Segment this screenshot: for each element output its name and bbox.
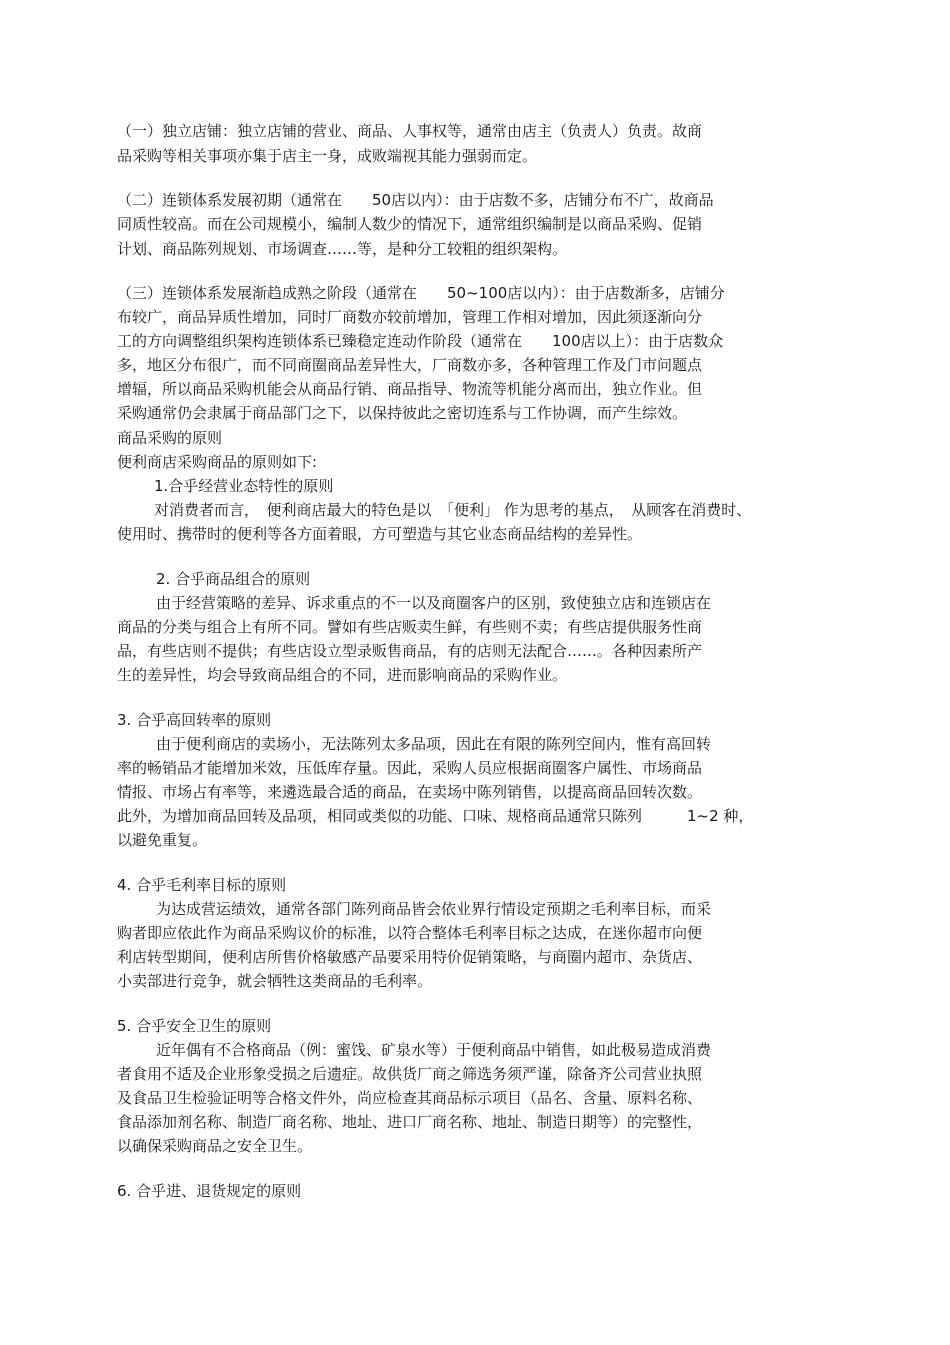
paragraph-independent-store-line-2: 品采购等相关事项亦集于店主一身，成败端视其能力强弱而定。 bbox=[117, 147, 538, 165]
principle-6-title: 6. 合乎进、退货规定的原则 bbox=[117, 1182, 302, 1200]
paragraph-chain-mature-line-1: （三）连锁体系发展渐趋成熟之阶段（通常在 50~100店以内）：由于店数渐多，店铺分 bbox=[117, 284, 725, 302]
paragraph-chain-mature-line-5: 增辐，所以商品采购机能会从商品行销、商品指导、物流等机能分离而出，独立作业。但 bbox=[117, 380, 703, 398]
principle-2-line-1: 由于经营策略的差异、诉求重点的不一以及商圈客户的区别，致使独立店和连锁店在 bbox=[156, 594, 712, 612]
principle-3-line-5: 以避免重复。 bbox=[117, 831, 208, 849]
principle-3-title: 3. 合乎高回转率的原则 bbox=[117, 711, 272, 729]
principle-3-line-2: 率的畅销品才能增加米效，压低库存量。因此，采购人员应根据商圈客户属性、市场商品 bbox=[117, 759, 703, 777]
paragraph-chain-early-line-2: 同质性较高。而在公司规模小，编制人数少的情况下，通常组织编制是以商品采购、促销 bbox=[117, 215, 703, 233]
paragraph-chain-mature-line-4: 多，地区分布很广，而不同商圈商品差异性大，厂商数亦多，各种管理工作及门市问题点 bbox=[117, 356, 703, 374]
paragraph-chain-mature-line-2: 布较广，商品异质性增加，同时厂商数亦较前增加，管理工作相对增加，因此须逐渐向分 bbox=[117, 308, 703, 326]
principle-2-title: 2. 合乎商品组合的原则 bbox=[156, 570, 311, 588]
principle-1-line-2: 使用时、携带时的便利等各方面着眼，方可塑造与其它业态商品结构的差异性。 bbox=[117, 525, 643, 543]
paragraph-independent-store-line-1: （一）独立店铺：独立店铺的营业、商品、人事权等，通常由店主（负责人）负责。故商 bbox=[117, 122, 703, 140]
principle-4-line-4: 小卖部进行竞争，就会牺牲这类商品的毛利率。 bbox=[117, 972, 433, 990]
principle-5-line-5: 以确保采购商品之安全卫生。 bbox=[117, 1137, 313, 1155]
paragraph-chain-early-line-1: （二）连锁体系发展初期（通常在 50店以内）：由于店数不多，店铺分布不广，故商品 bbox=[117, 191, 714, 209]
principle-5-title: 5. 合乎安全卫生的原则 bbox=[117, 1017, 272, 1035]
principle-4-line-1: 为达成营运绩效，通常各部门陈列商品皆会依业界行情设定预期之毛利率目标，而采 bbox=[156, 900, 712, 918]
principle-2-line-3: 品，有些店则不提供；有些店设立型录贩售商品，有的店则无法配合……。各种因素所产 bbox=[117, 642, 703, 660]
principle-5-line-2: 者食用不适及企业形象受损之后遗症。故供货厂商之筛选务须严谨，除备齐公司营业执照 bbox=[117, 1065, 703, 1083]
section-heading: 商品采购的原则 bbox=[117, 429, 223, 447]
principle-2-line-2: 商品的分类与组合上有所不同。譬如有些店贩卖生鲜，有些则不卖；有些店提供服务性商 bbox=[117, 618, 703, 636]
principle-3-line-4: 此外，为增加商品回转及品项，相同或类似的功能、口味、规格商品通常只陈列 1~2 种， bbox=[117, 807, 754, 825]
paragraph-chain-mature-line-6: 采购通常仍会隶属于商品部门之下，以保持彼此之密切连系与工作协调，而产生综效。 bbox=[117, 404, 688, 422]
principle-4-title: 4. 合乎毛利率目标的原则 bbox=[117, 876, 287, 894]
principle-3-line-3: 情报、市场占有率等，来遴选最合适的商品，在卖场中陈列销售，以提高商品回转次数。 bbox=[117, 783, 703, 801]
principle-4-line-3: 利店转型期间，便利店所售价格敏感产品要采用特价促销策略，与商圈内超市、杂货店、 bbox=[117, 948, 703, 966]
principle-3-line-1: 由于便利商店的卖场小，无法陈列太多品项，因此在有限的陈列空间内，惟有高回转 bbox=[156, 735, 712, 753]
principle-5-line-1: 近年偶有不合格商品（例：蜜饯、矿泉水等）于便利商品中销售，如此极易造成消费 bbox=[156, 1041, 712, 1059]
principle-4-line-2: 购者即应依此作为商品采购议价的标准，以符合整体毛利率目标之达成，在迷你超市向便 bbox=[117, 924, 703, 942]
paragraph-chain-early-line-3: 计划、商品陈列规划、市场调查……等，是种分工较粗的组织架构。 bbox=[117, 240, 568, 258]
principle-5-line-4: 食品添加剂名称、制造厂商名称、地址、进口厂商名称、地址、制造日期等）的完整性， bbox=[117, 1113, 703, 1131]
principle-1-line-1: 对消费者而言， 便利商店最大的特色是以 「便利」 作为思考的基点， 从顾客在消费时、 bbox=[154, 501, 752, 519]
intro-line: 便利商店采购商品的原则如下: bbox=[117, 453, 318, 471]
principle-2-line-4: 生的差异性，均会导致商品组合的不同，进而影响商品的采购作业。 bbox=[117, 666, 568, 684]
principle-5-line-3: 及食品卫生检验证明等合格文件外，尚应检查其商品标示项目（品名、含量、原料名称、 bbox=[117, 1089, 703, 1107]
paragraph-chain-mature-line-3: 工的方向调整组织架构连锁体系已臻稳定连动作阶段（通常在 100店以上）：由于店数众 bbox=[117, 332, 724, 350]
principle-1-title: 1.合乎经营业态特性的原则 bbox=[154, 477, 334, 495]
